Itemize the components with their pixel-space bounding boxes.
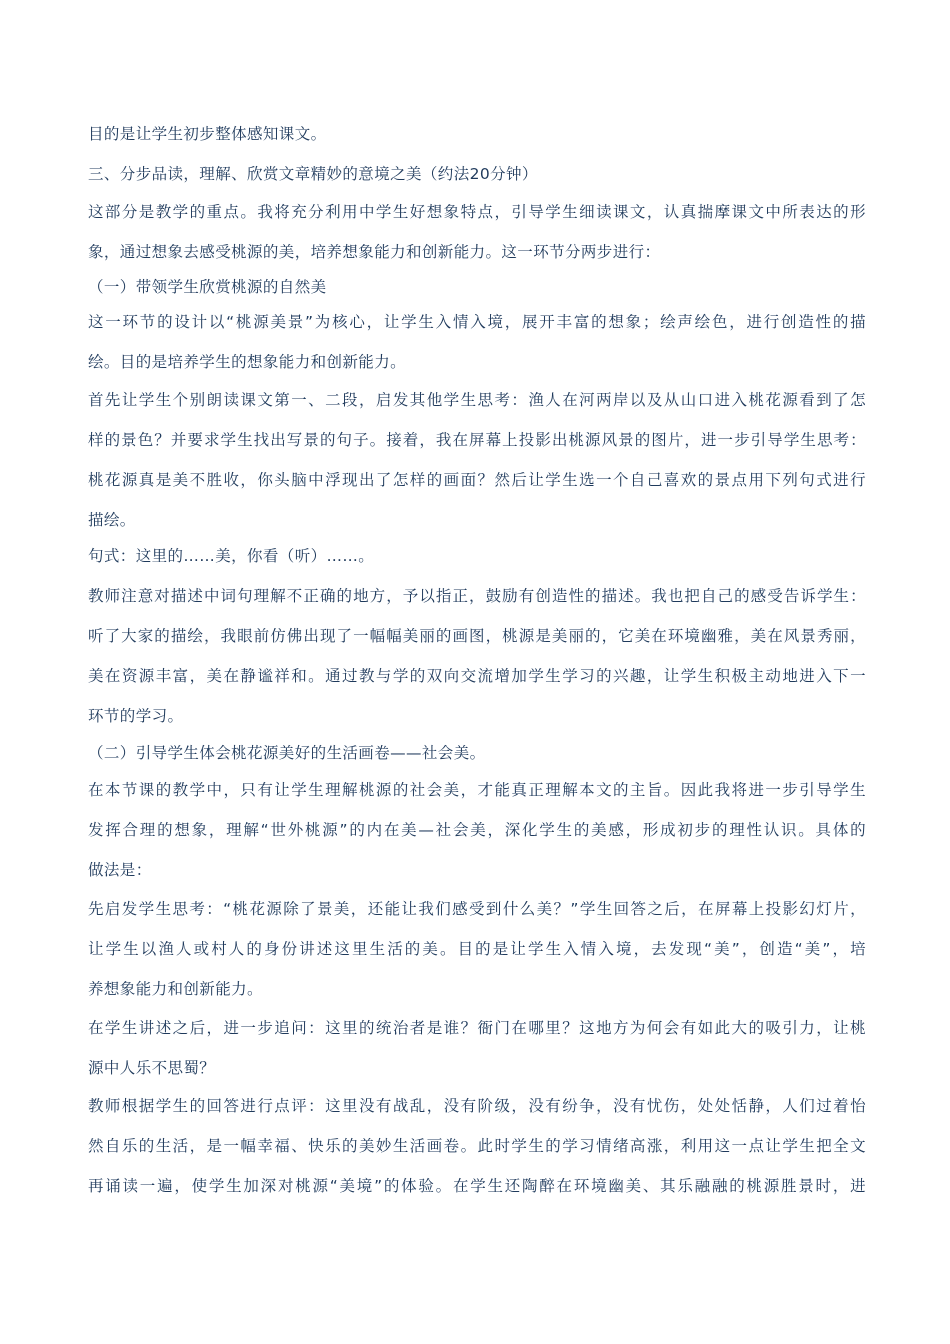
text-line: 首先让学生个别朗读课文第一、二段，启发其他学生思考：渔人在河两岸以及从山口进入桃花源看到了怎 — [88, 391, 866, 409]
paragraph-design-core — [88, 302, 866, 382]
paragraph-inspire-thinking — [88, 889, 866, 1009]
paragraph-teacher-feedback — [88, 576, 866, 736]
text-line: （二）引导学生体会桃花源美好的生活画卷——社会美。 — [88, 744, 486, 762]
text-line: 这部分是教学的重点。我将充分利用中学生好想象特点，引导学生细读课文，认真揣摩课文中所表达的形 — [88, 203, 866, 221]
subheading-natural-beauty — [88, 267, 866, 307]
text-line: 在本节课的教学中，只有让学生理解桃源的社会美，才能真正理解本文的主旨。因此我将进一步引导学生 — [88, 781, 866, 799]
text-line: 句式：这里的……美，你看（听）……。 — [88, 547, 375, 565]
paragraph-reading-activity — [88, 380, 866, 540]
text-line: 教师注意对描述中词句理解不正确的地方，予以指正，鼓励有创造性的描述。我也把自己的感受告诉学生： — [88, 587, 866, 605]
text-line: 桃花源真是美不胜收，你头脑中浮现出了怎样的画面？然后让学生选一个自己喜欢的景点用下列句式进行 — [88, 471, 866, 489]
text-line: 目的是让学生初步整体感知课文。 — [88, 125, 327, 143]
text-line: 在学生讲述之后，进一步追问：这里的统治者是谁？衙门在哪里？这地方为何会有如此大的吸引力，让桃 — [88, 1019, 866, 1037]
text-line: 环节的学习。 — [88, 707, 184, 725]
text-line: 然自乐的生活，是一幅幸福、快乐的美妙生活画卷。此时学生的学习情绪高涨，利用这一点让学生把全文 — [88, 1137, 866, 1155]
text-line: 再诵读一遍，使学生加深对桃源“美境”的体验。在学生还陶醉在环境幽美、其乐融融的桃源胜景时，进 — [88, 1177, 866, 1195]
subheading-social-beauty — [88, 733, 866, 773]
paragraph-follow-up-questions — [88, 1008, 866, 1088]
paragraph-social-beauty-intro — [88, 770, 866, 890]
text-line: 这一环节的设计以“桃源美景”为核心，让学生入情入境，展开丰富的想象；绘声绘色，进行创造性的描 — [88, 313, 866, 331]
text-line: 做法是： — [88, 861, 152, 879]
text-line: 象，通过想象去感受桃源的美，培养想象能力和创新能力。这一环节分两步进行： — [88, 243, 661, 261]
text-line: 听了大家的描绘，我眼前仿佛出现了一幅幅美丽的画图，桃源是美丽的，它美在环境幽雅，美在风景秀丽， — [88, 627, 866, 645]
text-line: 养想象能力和创新能力。 — [88, 980, 263, 998]
text-line: 描绘。 — [88, 511, 136, 529]
paragraph-teacher-comment — [88, 1086, 866, 1206]
text-line: 教师根据学生的回答进行点评：这里没有战乱，没有阶级，没有纷争，没有忧伤，处处恬静，人们过着怡 — [88, 1097, 866, 1115]
text-line: 源中人乐不思蜀？ — [88, 1059, 216, 1077]
paragraph-sentence-pattern — [88, 536, 866, 576]
text-line: 让学生以渔人或村人的身份讲述这里生活的美。目的是让学生入情入境，去发现“美”，创造“美”，培 — [88, 940, 866, 958]
text-line: （一）带领学生欣赏桃源的自然美 — [88, 278, 327, 296]
text-line: 美在资源丰富，美在静谧祥和。通过教与学的双向交流增加学生学习的兴趣，让学生积极主动地进入下一 — [88, 667, 866, 685]
text-line: 绘。目的是培养学生的想象能力和创新能力。 — [88, 353, 407, 371]
text-line: 先启发学生思考：“桃花源除了景美，还能让我们感受到什么美？”学生回答之后，在屏幕上投影幻灯片， — [88, 900, 866, 918]
text-line: 三、分步品读，理解、欣赏文章精妙的意境之美（约法20分钟） — [88, 165, 538, 183]
section-heading-three — [88, 154, 866, 194]
text-line: 样的景色？并要求学生找出写景的句子。接着，我在屏幕上投影出桃源风景的图片，进一步引导学生思考： — [88, 431, 866, 449]
paragraph-teaching-focus — [88, 192, 866, 272]
paragraph-intro-purpose — [88, 114, 866, 154]
text-line: 发挥合理的想象，理解“世外桃源”的内在美—社会美，深化学生的美感，形成初步的理性认识。具体的 — [88, 821, 866, 839]
